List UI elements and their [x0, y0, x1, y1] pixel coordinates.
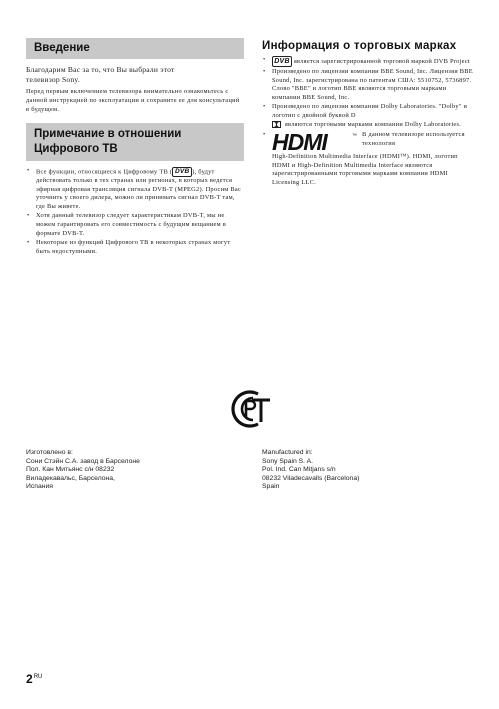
list-item: • HDMI ™ В данном телевизоре используется технология High-Definition Multimedia Interface (HDMI™). HDMI, логотип HDMI и High-Definition Multimedia Interface являются зарегистрированными торговыми марками компании HDMI Licensing LLC. — [262, 131, 476, 187]
manufacturer-ru — [26, 449, 140, 492]
svg-text:™: ™ — [352, 133, 358, 140]
trademarks-heading: Информация о торговых марках — [262, 40, 457, 52]
gost-certification-icon — [224, 388, 272, 430]
page-number: $2^{RU}$ — [26, 672, 43, 686]
intro-heading: Введение — [26, 38, 244, 59]
intro-line-2: телевизор Sony. — [26, 75, 80, 84]
address-line: Manufactured in: — [262, 449, 313, 456]
address-line: Изготовлено в: — [26, 449, 73, 456]
address-line: Sony Spain S. A. — [262, 457, 314, 465]
page-language: RU — [33, 674, 43, 680]
dvb-logo-icon: DVB — [272, 56, 292, 67]
address-line: Виладекавальс, Барселона, — [26, 474, 115, 482]
intro-line-1: Благодарим Вас за то, что Вы выбрали этот — [26, 65, 175, 74]
list-item: • Произведено по лицензии компании Dolby Laboratories. "Dolby" и логотип с двойной буквой D являются торговыми марками компании Dolby Laboratories. — [263, 103, 468, 128]
address-line: Пол. Кан Митьянс с/н 08232 — [26, 466, 115, 474]
svg-text:РСТ: РСТ — [224, 388, 226, 389]
left-column — [26, 38, 244, 257]
address-line: 08232 Viladecavalls (Barcelona) — [262, 474, 360, 482]
list-item: • Хотя данный телевизор следует характеристикам DVB-T, мы не можем гарантировать его совместимость с будущим вещанием в формате DVB-T. — [27, 212, 227, 237]
intro-instructions: Перед первым включением телевизора внимательно ознакомьтесь с данной инструкцией по эксплуатации и сохраните ее для консультаций в будущем. — [26, 88, 240, 113]
right-column — [262, 39, 476, 189]
hdmi-trademark-text: High-Definition Multimedia Interface (HDMI™). HDMI, логотип HDMI и High-Definition Multimedia Interface являются зарегистрированными торговыми марками компании HDMI Licensing LLC. — [272, 153, 458, 186]
manufacturer-en — [262, 449, 359, 492]
digital-heading-line-2: Цифрового ТВ — [34, 143, 118, 155]
intro-paragraph — [26, 65, 244, 85]
address-line: Испания — [26, 483, 53, 491]
hdmi-row — [272, 131, 476, 153]
address-line: Spain — [262, 483, 280, 491]
trademarks-list — [262, 56, 476, 188]
list-item: • Все функции, относящиеся к Цифровому ТВ ( DVB ), будут действовать только в тех странах или регионах, в которых ведется эфирная цифровая трансляция сигнала DVB-T (MPEG2). Просим Вас уточнить у своего дилера, можно ли принимать сигнал DVB-T там, где Вы живете. — [27, 167, 242, 210]
hdmi-intro-text: В данном телевизоре используется технология — [362, 131, 465, 147]
svg-text:HDMI: HDMI — [272, 131, 327, 154]
digital-tv-notes — [26, 167, 244, 256]
dvb-logo-icon: DVB — [172, 167, 192, 177]
address-line: Pol. Ind. Can Mitjans s/n — [262, 466, 336, 474]
digital-tv-heading — [26, 123, 244, 161]
list-item: • Некоторые из функций Цифрового ТВ в некоторых странах могут быть недоступными. — [27, 239, 231, 255]
list-item: • Произведено по лицензии компании BBE Sound, Inc. Лицензия BBE Sound, Inc. зарегистрирована по патентам США: 5510752, 5736897. Слово "BBE" и логотип BBE являются торговыми марками компании BBE Sound, Inc. — [263, 68, 473, 101]
list-item: • DVB является зарегистрированной торговой маркой DVB Project — [263, 56, 470, 65]
digital-heading-line-1: Примечание в отношении — [34, 128, 182, 140]
hdmi-logo-icon — [272, 131, 358, 153]
dolby-double-d-icon — [272, 121, 281, 128]
address-line: Сони Стэйн С.А. завод в Барселоне — [26, 457, 140, 465]
